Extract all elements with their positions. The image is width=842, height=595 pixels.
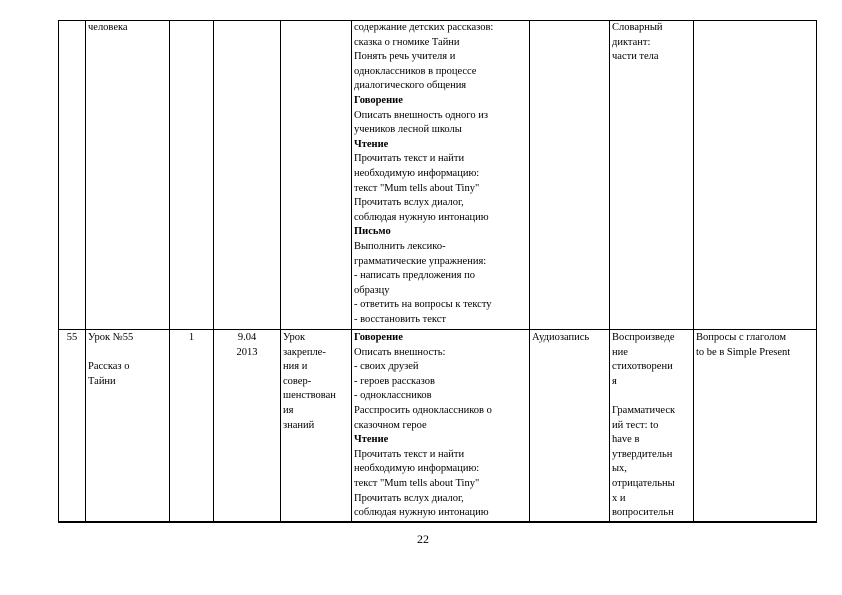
activity-line: содержание детских рассказов: bbox=[354, 22, 494, 33]
control-line: ние bbox=[612, 346, 628, 358]
activity-line: Прочитать текст и найти bbox=[354, 153, 465, 165]
control-line: я bbox=[612, 375, 617, 387]
activity-line: учеников лесной школы bbox=[354, 124, 462, 136]
control-line: стихотворени bbox=[612, 361, 673, 373]
homework-line: to be в Simple Present bbox=[696, 346, 791, 358]
control-line bbox=[612, 389, 691, 404]
control-line: Грамматическ bbox=[612, 404, 676, 416]
lesson-type-line: шенствован bbox=[283, 390, 336, 402]
control-line: части тела bbox=[612, 51, 659, 63]
cell-control bbox=[610, 21, 694, 330]
lesson-year: 2013 bbox=[236, 346, 258, 358]
table-row bbox=[59, 330, 817, 523]
cell-homework bbox=[694, 21, 817, 330]
control-line: ых, bbox=[612, 463, 627, 475]
control-line: диктант: bbox=[612, 36, 651, 48]
resources-text: Аудиозапись bbox=[532, 332, 590, 343]
activity-line: Понять речь учителя и bbox=[354, 51, 456, 63]
cell-number bbox=[59, 21, 86, 330]
activity-line: соблюдая нужную интонацию bbox=[354, 211, 489, 223]
activity-line: - героев рассказов bbox=[354, 375, 435, 387]
activity-line: Расспросить одноклассников о bbox=[354, 404, 492, 416]
cell-lesson-type bbox=[281, 21, 352, 330]
cell-date bbox=[214, 330, 281, 523]
lesson-type-line: закрепле- bbox=[283, 346, 326, 358]
cell-activities bbox=[352, 21, 530, 330]
activity-line: необходимую информацию: bbox=[354, 167, 480, 179]
lesson-date: 9.04 bbox=[237, 332, 257, 343]
lesson-type-line: Урок bbox=[283, 332, 306, 343]
activity-line: текст "Mum tells about Tiny" bbox=[354, 182, 480, 194]
activity-line: - своих друзей bbox=[354, 361, 419, 373]
control-line: have в bbox=[612, 434, 640, 446]
activity-line: - одноклассников bbox=[354, 390, 432, 402]
cell-lesson bbox=[86, 21, 170, 330]
cell-date bbox=[214, 21, 281, 330]
control-line: ий тест: to bbox=[612, 419, 659, 431]
cell-lesson bbox=[86, 330, 170, 523]
activity-line: - написать предложения по bbox=[354, 270, 475, 282]
activity-line: сказочном герое bbox=[354, 419, 427, 431]
lesson-plan-table bbox=[58, 20, 817, 523]
cell-activities bbox=[352, 330, 530, 523]
activity-line: - восстановить текст bbox=[354, 313, 447, 325]
activity-line: грамматические упражнения: bbox=[354, 255, 487, 267]
lesson-topic-tail: человека bbox=[88, 22, 128, 33]
activity-line: Описать внешность одного из bbox=[354, 109, 488, 121]
control-line: утвердительн bbox=[612, 448, 673, 460]
cell-number bbox=[59, 330, 86, 523]
activity-line: необходимую информацию: bbox=[354, 463, 480, 475]
activity-line: Описать внешность: bbox=[354, 346, 446, 358]
activity-heading: Чтение bbox=[354, 434, 389, 446]
activity-line: Прочитать вслух диалог, bbox=[354, 197, 464, 209]
lesson-hours: 1 bbox=[188, 332, 195, 343]
control-line: Словарный bbox=[612, 22, 663, 33]
lesson-title-line: Рассказ о bbox=[88, 361, 130, 373]
control-line: х и bbox=[612, 492, 626, 504]
cell-resources bbox=[530, 21, 610, 330]
cell-homework bbox=[694, 330, 817, 523]
activity-line: одноклассников в процессе bbox=[354, 65, 477, 77]
control-line: вопросительн bbox=[612, 507, 674, 519]
page-number: 22 bbox=[417, 532, 429, 546]
activity-line: Выполнить лексико- bbox=[354, 240, 446, 252]
activity-line: образцу bbox=[354, 284, 390, 296]
lesson-type-line: ния и bbox=[283, 361, 308, 373]
lesson-type-line: знаний bbox=[283, 419, 315, 431]
cell-hours bbox=[170, 330, 214, 523]
lesson-number: 55 bbox=[66, 332, 78, 343]
activity-line: текст "Mum tells about Tiny" bbox=[354, 477, 480, 489]
activity-line: сказка о гномике Тайни bbox=[354, 36, 460, 48]
cell-lesson-type bbox=[281, 330, 352, 523]
activity-line: диалогического общения bbox=[354, 80, 467, 92]
table-row bbox=[59, 21, 817, 330]
activity-line: Прочитать текст и найти bbox=[354, 448, 465, 460]
control-line: Воспроизведе bbox=[612, 332, 675, 343]
cell-hours bbox=[170, 21, 214, 330]
activity-line: - ответить на вопросы к тексту bbox=[354, 299, 492, 311]
lesson-type-line: ия bbox=[283, 404, 294, 416]
cell-control bbox=[610, 330, 694, 523]
activity-line: соблюдая нужную интонацию bbox=[354, 507, 489, 519]
lesson-title-line: Тайни bbox=[88, 375, 116, 387]
activity-heading: Говорение bbox=[354, 94, 403, 106]
activity-heading: Говорение bbox=[354, 332, 403, 343]
activity-heading: Письмо bbox=[354, 226, 391, 238]
cell-resources bbox=[530, 330, 610, 523]
homework-line: Вопросы с глаголом bbox=[696, 332, 787, 343]
lesson-title-line bbox=[88, 346, 167, 361]
activity-heading: Чтение bbox=[354, 138, 389, 150]
lesson-title-line: Урок №55 bbox=[88, 332, 134, 343]
control-line: отрицательны bbox=[612, 477, 675, 489]
activity-line: Прочитать вслух диалог, bbox=[354, 492, 464, 504]
lesson-type-line: совер- bbox=[283, 375, 312, 387]
